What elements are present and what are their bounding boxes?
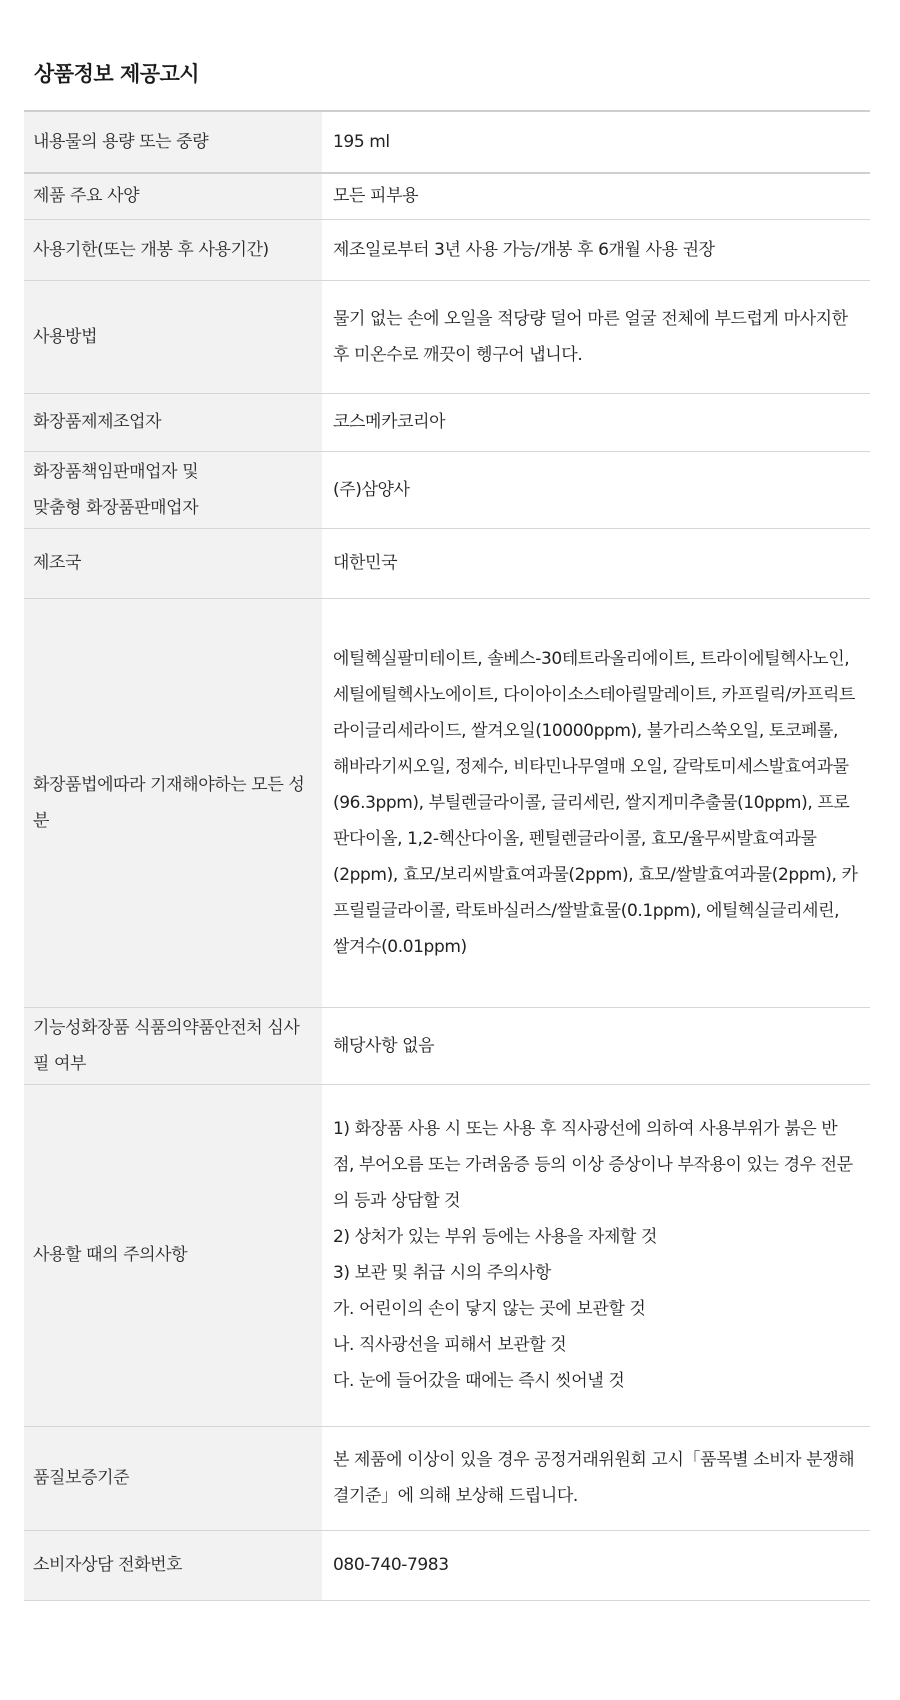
row-value: 에틸헥실팔미테이트, 솔베스-30테트라올리에이트, 트라이에틸헥사노인, 세틸에틸헥사노에이트, 다이아이소스테아릴말레이트, 카프릴릭/카프릭트라이글리세라이드, 쌀겨오일(10000ppm), 불가리스쑥오일, 토코페롤, 해바라기씨오일, 정제수, 비타민나무열매 오일, 갈락토미세스발효여과물(96.3ppm), 부틸렌글라이콜, 글리세린, 쌀지게미추출물(10ppm), 프로판다이올, 1,2-헥산다이올, 펜틸렌글라이콜, 효모/율무씨발효여과물(2ppm), 효모/보리씨발효여과물(2ppm), 효모/쌀발효여과물(2ppm), 카프릴릴글라이콜, 락토바실러스/쌀발효물(0.1ppm), 에틸헥실글리세린, 쌀겨수(0.01ppm) (322, 598, 870, 1007)
row-value: 195 ml (322, 111, 870, 173)
table-row (24, 1084, 870, 1426)
row-label: 화장품제제조업자 (24, 393, 322, 451)
row-value: 080-740-7983 (322, 1530, 870, 1600)
page-title: 상품정보 제공고시 (34, 62, 200, 86)
table-row (24, 173, 870, 219)
row-value: 모든 피부용 (322, 173, 870, 219)
row-label: 제조국 (24, 528, 322, 598)
row-value: 1) 화장품 사용 시 또는 사용 후 직사광선에 의하여 사용부위가 붉은 반점, 부어오름 또는 가려움증 등의 이상 증상이나 부작용이 있는 경우 전문의 등과 상담할 것 2) 상처가 있는 부위 등에는 사용을 자제할 것 3) 보관 및 취급 시의 주의사항 가. 어린이의 손이 닿지 않는 곳에 보관할 것 나. 직사광선을 피해서 보관할 것 다. 눈에 들어갔을 때에는 즉시 씻어낼 것 (322, 1084, 870, 1426)
row-value: 물기 없는 손에 오일을 적당량 덜어 마른 얼굴 전체에 부드럽게 마사지한 후 미온수로 깨끗이 헹구어 냅니다. (322, 280, 870, 393)
row-label: 소비자상담 전화번호 (24, 1530, 322, 1600)
row-label: 내용물의 용량 또는 중량 (24, 111, 322, 173)
table-row (24, 280, 870, 393)
row-value: 본 제품에 이상이 있을 경우 공정거래위원회 고시「품목별 소비자 분쟁해결기준」에 의해 보상해 드립니다. (322, 1426, 870, 1530)
table-row (24, 598, 870, 1007)
row-label: 제품 주요 사양 (24, 173, 322, 219)
row-label: 기능성화장품 식품의약품안전처 심사필 여부 (24, 1007, 322, 1084)
row-label: 사용기한(또는 개봉 후 사용기간) (24, 219, 322, 280)
table-row (24, 1426, 870, 1530)
table-row (24, 111, 870, 173)
table-row (24, 451, 870, 528)
table-row (24, 1007, 870, 1084)
row-label: 화장품법에따라 기재해야하는 모든 성분 (24, 598, 322, 1007)
row-value: (주)삼양사 (322, 451, 870, 528)
row-value: 해당사항 없음 (322, 1007, 870, 1084)
table-row (24, 528, 870, 598)
table-row (24, 1530, 870, 1600)
row-label: 사용방법 (24, 280, 322, 393)
row-value: 코스메카코리아 (322, 393, 870, 451)
table-row (24, 393, 870, 451)
table-row (24, 219, 870, 280)
row-label: 사용할 때의 주의사항 (24, 1084, 322, 1426)
row-label: 품질보증기준 (24, 1426, 322, 1530)
row-label: 화장품책임판매업자 및 맞춤형 화장품판매업자 (24, 451, 322, 528)
row-value: 제조일로부터 3년 사용 가능/개봉 후 6개월 사용 권장 (322, 219, 870, 280)
row-value: 대한민국 (322, 528, 870, 598)
product-info-table (24, 110, 870, 1601)
